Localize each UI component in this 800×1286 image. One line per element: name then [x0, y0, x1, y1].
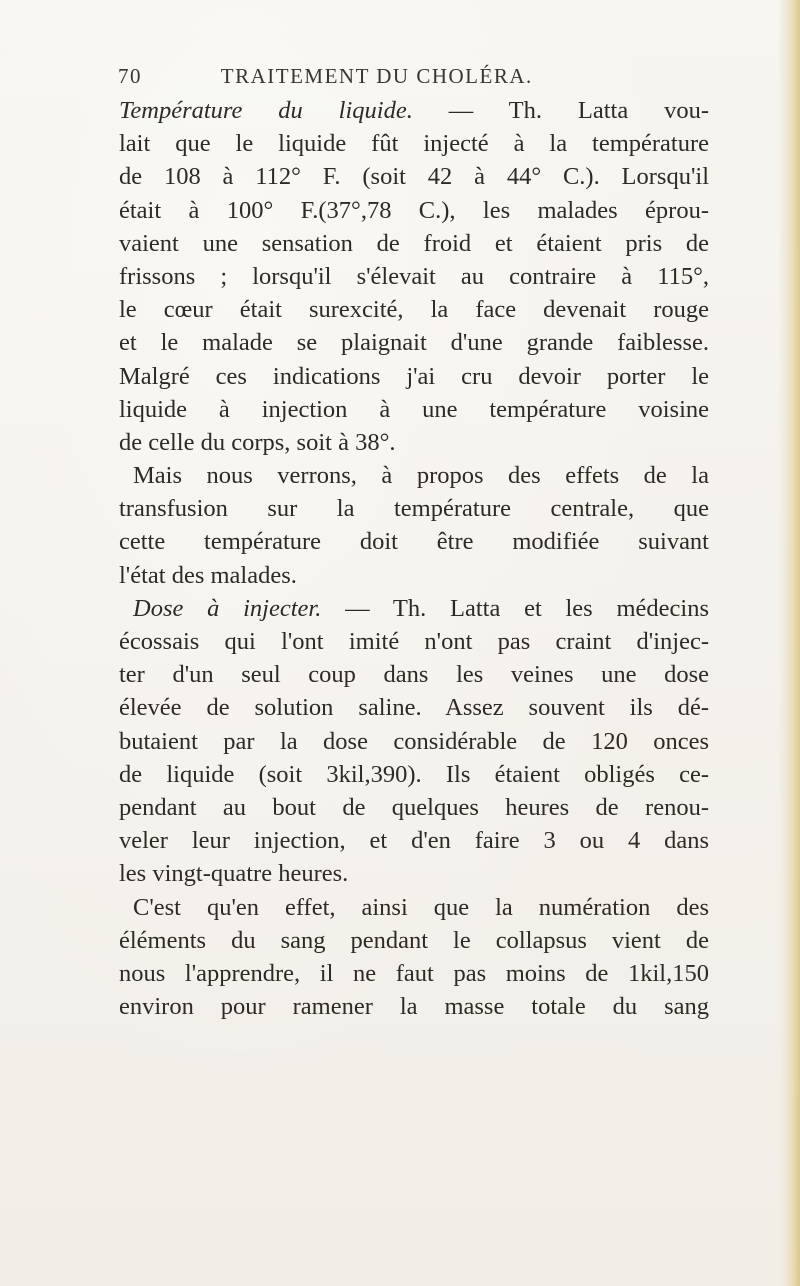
text-line: C'est qu'en effet, ainsi que la numération des: [133, 893, 709, 921]
text-line: vaient une sensation de froid et étaient pris de: [119, 229, 709, 257]
text-line: liquide à injection à une température voisine: [119, 395, 709, 423]
text-line: de celle du corps, soit à 38°.: [119, 428, 396, 456]
text-line: élevée de solution saline. Assez souvent ils dé-: [119, 694, 709, 722]
text-line: veler leur injection, et d'en faire 3 ou 4 dans: [119, 827, 709, 855]
text-line: de 108 à 112° F. (soit 42 à 44° C.). Lorsqu'il: [119, 163, 709, 191]
text-line: butaient par la dose considérable de 120 onces: [119, 727, 709, 755]
running-title: TRAITEMENT DU CHOLÉRA.: [220, 64, 533, 88]
page-edge-shadow: [778, 0, 800, 1286]
text-line: lait que le liquide fût injecté à la température: [119, 130, 709, 158]
text-line: transfusion sur la température centrale, que: [119, 495, 709, 523]
text-line: éléments du sang pendant le collapsus vient de: [119, 926, 709, 954]
run-in-heading: Température du liquide.: [119, 97, 413, 124]
text-line: pendant au bout de quelques heures de renou-: [119, 793, 709, 821]
text-line: écossais qui l'ont imité n'ont pas craint d'injec-: [119, 628, 709, 655]
text-line: Température du liquide. — Th. Latta vou-: [119, 97, 709, 124]
text-line: nous l'apprendre, il ne faut pas moins de 1kil,150: [119, 959, 709, 987]
text-line: Malgré ces indications j'ai cru devoir porter le: [119, 362, 709, 390]
run-in-heading: Dose à injecter.: [133, 594, 322, 622]
text-line: frissons ; lorsqu'il s'élevait au contraire à 115°,: [119, 262, 709, 290]
text-line: Mais nous verrons, à propos des effets de la: [133, 462, 709, 490]
text-line: le cœur était surexcité, la face devenait rouge: [119, 296, 709, 324]
text-line: de liquide (soit 3kil,390). Ils étaient obligés ce-: [119, 760, 709, 788]
text-line: ter d'un seul coup dans les veines une dose: [119, 661, 709, 689]
text-line: était à 100° F.(37°,78 C.), les malades éprou-: [119, 196, 709, 224]
body-text: [119, 94, 709, 1023]
text-line: les vingt-quatre heures.: [119, 860, 349, 888]
text-line: l'état des malades.: [119, 561, 297, 589]
text-line: Dose à injecter. — Th. Latta et les médecins: [133, 594, 709, 622]
text-line: environ pour ramener la masse totale du sang: [119, 993, 709, 1021]
running-head: [118, 64, 718, 92]
page-number: 70: [118, 64, 142, 88]
text-line: et le malade se plaignait d'une grande faiblesse.: [119, 329, 709, 357]
text-line: cette température doit être modifiée suivant: [119, 528, 709, 556]
